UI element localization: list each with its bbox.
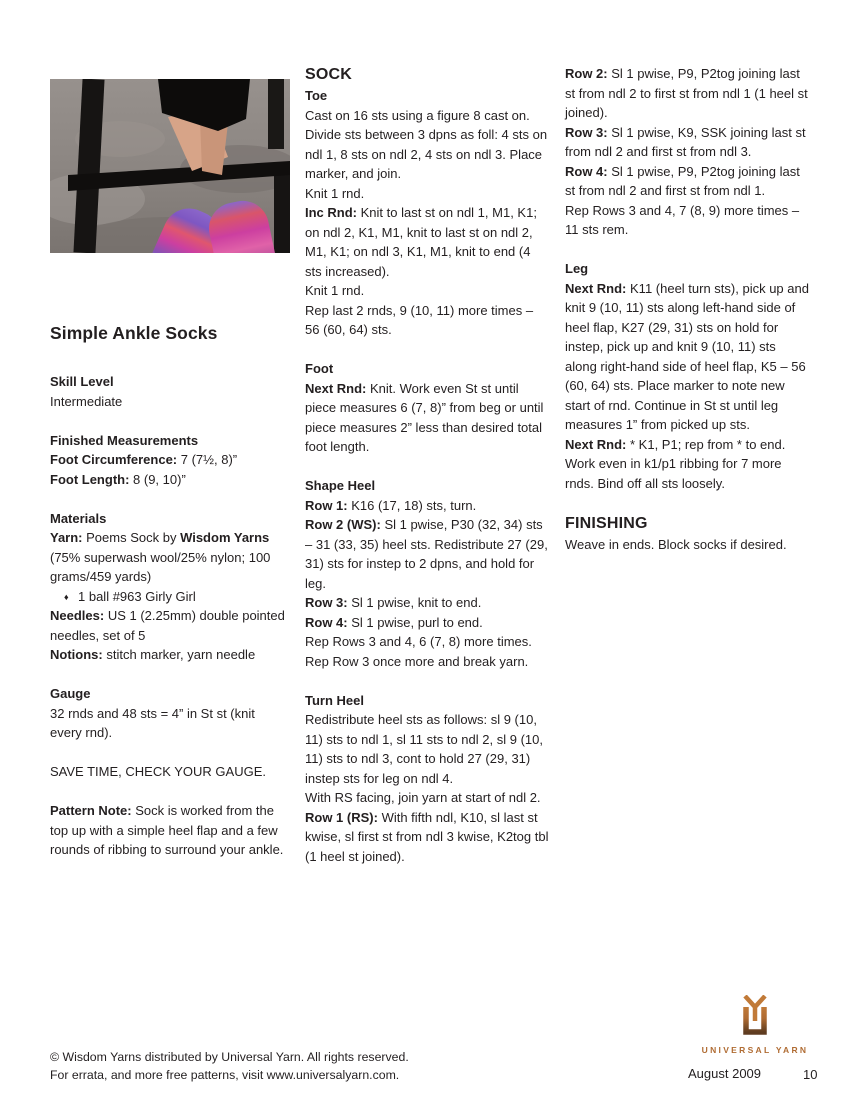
text-run: SAVE TIME, CHECK YOUR GAUGE. xyxy=(50,764,266,779)
text-run: 1 ball #963 Girly Girl xyxy=(78,588,196,604)
paragraph xyxy=(50,606,290,645)
text-run: With fifth ndl, K10, sl last st kwise, sl first st from ndl 3 kwise, K2tog tbl (1 heel st joined). xyxy=(305,809,549,864)
left-column-blocks xyxy=(50,372,290,860)
paragraph xyxy=(50,528,290,587)
section-heading xyxy=(50,431,290,451)
bold-text-run: Row 2 (WS): xyxy=(305,517,381,532)
section-spacer xyxy=(50,782,290,802)
paragraph xyxy=(50,801,290,860)
bold-text-run: Row 3: xyxy=(305,595,348,610)
paragraph xyxy=(565,435,810,494)
paragraph xyxy=(305,710,550,788)
paragraph xyxy=(50,704,290,743)
text-run: Knit 1 rnd. xyxy=(305,283,365,298)
text-run: stitch marker, yarn needle xyxy=(102,647,256,662)
bold-text-run: Needles: xyxy=(50,608,105,623)
text-run: Sl 1 pwise, P9, P2tog joining last st from ndl 2 to first st from ndl 1 (1 heel st joined). xyxy=(565,66,808,120)
paragraph xyxy=(305,593,550,613)
section-heading xyxy=(305,691,550,711)
bold-text-run: Foot Length: xyxy=(50,471,130,487)
text-run: US 1 (2.25mm) double pointed needles, set of 5 xyxy=(50,608,285,643)
section-heading xyxy=(50,684,290,704)
section-heading xyxy=(305,359,550,379)
bold-text-run: Pattern Note: xyxy=(50,803,132,818)
paragraph xyxy=(305,184,550,204)
paragraph xyxy=(305,808,550,867)
paragraph xyxy=(565,535,810,555)
paragraph xyxy=(565,123,810,162)
text-run: Sl 1 pwise, P30 (32, 34) sts – 31 (33, 35) heel sts. Redistribute 27 (29, 31) sts for instep to 2 dpns, and hold for leg. xyxy=(305,517,548,591)
paragraph xyxy=(305,788,550,808)
text-run: Sock is worked from the top up with a simple heel flap and a few rounds of ribbing to surround your ankle. xyxy=(50,803,284,857)
brand-name: UNIVERSAL YARN xyxy=(701,1045,809,1055)
bold-text-run: Row 2: xyxy=(565,66,608,81)
paragraph xyxy=(305,496,550,516)
paragraph xyxy=(305,203,550,281)
section-heading xyxy=(305,86,550,106)
text-run: Rep last 2 rnds, 9 (10, 11) more times – 56 (60, 64) sts. xyxy=(305,302,534,337)
bold-text-run: Row 4: xyxy=(305,614,348,630)
right-column xyxy=(565,64,810,554)
text-run: Gauge xyxy=(50,686,91,701)
text-run: Finished Measurements xyxy=(50,432,199,448)
bold-text-run: Foot Circumference: xyxy=(50,452,178,467)
diamond-bullet-icon: ♦ xyxy=(64,591,69,602)
paragraph xyxy=(305,613,550,633)
bold-text-run: Next Rnd: xyxy=(565,280,627,296)
paragraph xyxy=(305,301,550,340)
paragraph xyxy=(305,515,550,593)
text-run: K16 (17, 18) sts, turn. xyxy=(347,497,477,513)
bold-text-run: Notions: xyxy=(50,647,103,662)
paragraph xyxy=(305,379,550,457)
copyright-line-1: © Wisdom Yarns distributed by Universal Yarn. All rights reserved. xyxy=(50,1050,409,1064)
paragraph xyxy=(565,64,810,123)
text-run: (75% superwash wool/25% nylon; 100 grams/459 yards) xyxy=(50,549,271,584)
paragraph xyxy=(50,450,290,470)
text-run: Intermediate xyxy=(50,393,123,409)
text-run: Foot xyxy=(305,361,334,376)
text-run: Rep Rows 3 and 4, 6 (7, 8) more times. xyxy=(305,634,532,649)
text-run: * K1, P1; rep from * to end. Work even in k1/p1 ribbing for 7 more rnds. Bind off all sts loosely. xyxy=(565,436,786,491)
bold-text-run: Wisdom Yarns xyxy=(180,530,270,545)
section-spacer xyxy=(565,240,810,260)
text-run: Knit. Work even St st until piece measures 6 (7, 8)” from beg or until piece measures 2” less than desired total foot length. xyxy=(305,380,544,454)
paragraph xyxy=(305,106,550,184)
section-spacer xyxy=(565,493,810,513)
text-run: FINISHING xyxy=(565,514,648,532)
text-run: Turn Heel xyxy=(305,692,364,708)
paragraph xyxy=(50,392,290,412)
uy-monogram-icon xyxy=(732,995,778,1037)
section-spacer xyxy=(305,340,550,360)
issue-date: August 2009 xyxy=(688,1066,762,1081)
paragraph xyxy=(565,162,810,201)
page-title: Simple Ankle Socks xyxy=(50,323,218,343)
text-run: Cast on 16 sts using a figure 8 cast on. Divide sts between 3 dpns as foll: 4 sts on ndl 1, 8 sts on ndl 2, 4 sts on ndl 3. Place marker, and join. xyxy=(305,107,548,181)
section-heading xyxy=(565,513,810,535)
paragraph xyxy=(305,281,550,301)
bold-text-run: Row 3: xyxy=(565,124,608,140)
text-run: SOCK xyxy=(305,66,353,83)
text-run: Shape Heel xyxy=(305,478,376,493)
text-run: Redistribute heel sts as follows: sl 9 (10, 11) sts to ndl 1, sl 11 sts to ndl 2, sl 9 (10, 11) sts to ndl 3, cont to hold 27 (29, 31) instep sts for leg on ndl 4. xyxy=(305,712,543,786)
text-run: Weave in ends. Block socks if desired. xyxy=(565,536,787,552)
paragraph xyxy=(305,652,550,672)
paragraph xyxy=(305,632,550,652)
copyright xyxy=(50,1049,409,1084)
text-run: Knit 1 rnd. xyxy=(305,185,365,201)
text-run: Poems Sock by xyxy=(82,530,181,545)
section-spacer xyxy=(50,489,290,509)
section-heading xyxy=(565,259,810,279)
text-run: Sl 1 pwise, K9, SSK joining last st from ndl 2 and first st from ndl 3. xyxy=(565,124,806,159)
paragraph xyxy=(50,587,290,607)
bold-text-run: Row 4: xyxy=(565,163,608,179)
text-run: Rep Row 3 once more and break yarn. xyxy=(305,653,529,669)
text-run: K11 (heel turn sts), pick up and knit 9 (10, 11) sts along left-hand side of heel flap, K27 (29, 31) sts on hold for instep, pick up and knit 9 (10, 11) sts along right-hand side of heel flap, K5 – 56 (60, 64) sts. Place marker to note new start of rnd. Continue in St st until leg measures 1” from picked up sts. xyxy=(565,280,809,432)
section-spacer xyxy=(50,743,290,763)
bold-text-run: Row 1: xyxy=(305,497,348,513)
text-run: 8 (9, 10)” xyxy=(129,471,186,487)
bold-text-run: Next Rnd: xyxy=(565,436,627,452)
bold-text-run: Next Rnd: xyxy=(305,380,367,396)
bold-text-run: Yarn: xyxy=(50,530,83,545)
copyright-line-2: For errata, and more free patterns, visit www.universalyarn.com. xyxy=(50,1067,400,1082)
text-run: Materials xyxy=(50,510,107,526)
paragraph xyxy=(565,279,810,435)
text-run: Sl 1 pwise, knit to end. xyxy=(347,595,482,610)
text-run: Toe xyxy=(305,88,328,103)
section-spacer xyxy=(50,665,290,685)
text-run: With RS facing, join yarn at start of ndl 2. xyxy=(305,790,541,805)
text-run: 32 rnds and 48 sts = 4” in St st (knit every rnd). xyxy=(50,705,255,740)
section-spacer xyxy=(305,457,550,477)
paragraph xyxy=(50,645,290,665)
section-heading xyxy=(50,509,290,529)
paragraph xyxy=(50,762,290,782)
section-heading xyxy=(305,476,550,496)
text-run: Sl 1 pwise, purl to end. xyxy=(347,614,483,630)
pattern-photo xyxy=(50,79,290,253)
text-run: 7 (7½, 8)” xyxy=(177,452,238,467)
bold-text-run: Inc Rnd: xyxy=(305,205,357,220)
text-run: Knit to last st on ndl 1, M1, K1; on ndl 2, K1, M1, knit to last st on ndl 2, M1, K1; on ndl 3, K1, M1, knit to end (4 sts increased). xyxy=(305,205,537,279)
text-run: Rep Rows 3 and 4, 7 (8, 9) more times – 11 sts rem. xyxy=(565,202,800,237)
page-number: 10 xyxy=(803,1067,818,1082)
text-run: Leg xyxy=(565,261,589,276)
section-spacer xyxy=(305,671,550,691)
text-run: Skill Level xyxy=(50,374,114,389)
text-run: Sl 1 pwise, P9, P2tog joining last st from ndl 2 and first st from ndl 1. xyxy=(565,163,800,198)
universal-yarn-logo xyxy=(688,995,822,1055)
section-heading xyxy=(305,64,550,86)
middle-column xyxy=(305,64,550,866)
paragraph xyxy=(565,201,810,240)
bold-text-run: Row 1 (RS): xyxy=(305,809,378,825)
left-column xyxy=(50,322,290,860)
sock-photo-illustration xyxy=(50,79,290,253)
section-heading xyxy=(50,372,290,392)
section-spacer xyxy=(50,411,290,431)
paragraph xyxy=(50,470,290,490)
